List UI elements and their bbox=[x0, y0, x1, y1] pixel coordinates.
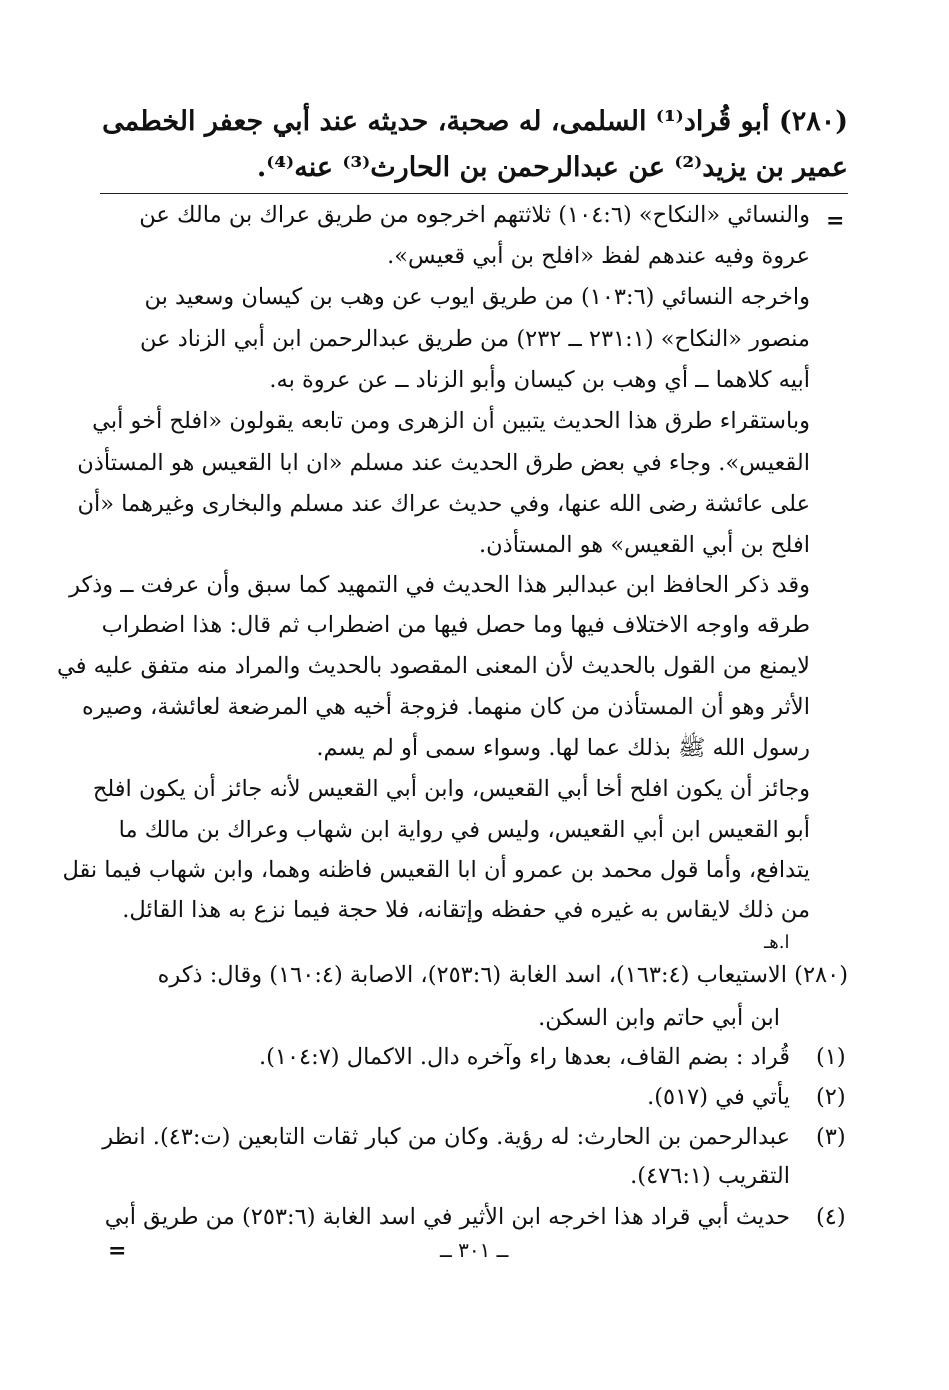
body-line-16: أبو القعيس ابن أبي القعيس، وليس في رواية ابن شهاب وعراك بن مالك ما bbox=[118, 817, 810, 843]
body-line-7: القعيس». وجاء في بعض طرق الحديث عند مسلم «ان ابا القعيس هو المستأذن bbox=[77, 450, 810, 476]
body-line-9: افلح بن أبي القعيس» هو المستأذن. bbox=[479, 532, 810, 558]
body-line-15: وجائز أن يكون افلح أخا أبي القعيس، وابن أبي القعيس لأنه جائز أن يكون افلح bbox=[92, 776, 810, 802]
footnote-number-2: (٢) bbox=[816, 1084, 846, 1110]
body-line-4: منصور «النكاح» (٢٣١:١ ــ ٢٣٢) من طريق عبدالرحمن ابن أبي الزناد عن bbox=[140, 326, 810, 352]
footnote-number-4: (٤) bbox=[816, 1204, 846, 1230]
body-line-3: واخرجه النسائي (١٠٣:٦) من طريق ايوب عن وهب بن كيسان وسعيد بن bbox=[144, 284, 810, 310]
body-line-10: وقد ذكر الحافظ ابن عبدالبر هذا الحديث في التمهيد كما سبق وأن عرفت ــ وذكر bbox=[69, 572, 810, 598]
entry-line-1: (٢٨٠) أبو قُراد⁽¹⁾ السلمى، له صحبة، حديثه عند أبي جعفر الخطمى bbox=[102, 106, 848, 137]
body-line-18: من ذلك لايقاس به غيره في حفظه وإتقانه، فلا حجة فيما نزع به هذا القائل. bbox=[122, 897, 810, 923]
body-line-13: الأثر وهو أن المستأذن من كان منهما. فزوجة أخيه هي المرضعة لعائشة، وصيره bbox=[82, 694, 810, 720]
footnote-text-4: حديث أبي قراد هذا اخرجه ابن الأثير في اسد الغابة (٢٥٣:٦) من طريق أبي bbox=[104, 1204, 790, 1230]
body-line-5: أبيه كلاهما ــ أي وهب بن كيسان وأبو الزناد ــ عن عروة به. bbox=[269, 367, 810, 393]
body-closing-mark: ا.هـ bbox=[764, 932, 790, 953]
body-line-12: لايمنع من القول بالحديث لأن المعنى المقصود بالحديث والمراد منه متفق عليه في bbox=[57, 653, 810, 679]
notes-line-1: (٢٨٠) الاستيعاب (١٦٣:٤)، اسد الغابة (٢٥٣:٦)، الاصابة (١٦٠:٤) وقال: ذكره bbox=[157, 962, 848, 988]
header-rule bbox=[100, 193, 848, 194]
notes-line-2: ابن أبي حاتم وابن السكن. bbox=[538, 1005, 780, 1031]
continuation-mark-bottom: = bbox=[108, 1238, 127, 1264]
body-line-8: على عائشة رضى الله عنها، وفي حديث عراك عند مسلم والبخارى وغيرهما «أن bbox=[77, 491, 810, 517]
page-number: ــ ٣٠١ ــ bbox=[440, 1238, 509, 1262]
body-line-1: والنسائي «النكاح» (١٠٤:٦) ثلاثتهم اخرجوه من طريق عراك بن مالك عن bbox=[139, 202, 810, 228]
footnote-text-2: يأتي في (٥١٧). bbox=[647, 1084, 790, 1110]
body-line-11: طرقه واوجه الاختلاف فيها وما حصل فيها من اضطراب ثم قال: هذا اضطراب bbox=[101, 612, 810, 638]
continuation-mark-top: = bbox=[826, 208, 845, 234]
body-line-17: يتدافع، وأما قول محمد بن عمرو أن ابا القعيس فاظنه وهما، وابن شهاب فيما نقل bbox=[62, 857, 810, 883]
footnote-text-3b: التقريب (٤٧٦:١). bbox=[630, 1163, 790, 1189]
entry-line-2: عمير بن يزيد⁽²⁾ عن عبدالرحمن بن الحارث⁽³⁾ عنه⁽⁴⁾. bbox=[256, 152, 848, 183]
body-line-6: وباستقراء طرق هذا الحديث يتبين أن الزهرى ومن تابعه يقولون «افلح أخو أبي bbox=[92, 408, 810, 434]
footnote-number-3: (٣) bbox=[816, 1124, 846, 1150]
footnote-text-3a: عبدالرحمن بن الحارث: له رؤية. وكان من كبار ثقات التابعين (ت:٤٣). انظر bbox=[102, 1124, 790, 1150]
body-line-2: عروة وفيه عندهم لفظ «افلح بن أبي قعيس». bbox=[387, 243, 810, 269]
footnote-text-1: قُراد : بضم القاف، بعدها راء وآخره دال. الاكمال (١٠٤:٧). bbox=[258, 1044, 790, 1070]
body-line-14: رسول الله ﷺ بذلك عما لها. وسواء سمى أو لم يسم. bbox=[316, 735, 810, 761]
footnote-number-1: (١) bbox=[816, 1044, 846, 1070]
